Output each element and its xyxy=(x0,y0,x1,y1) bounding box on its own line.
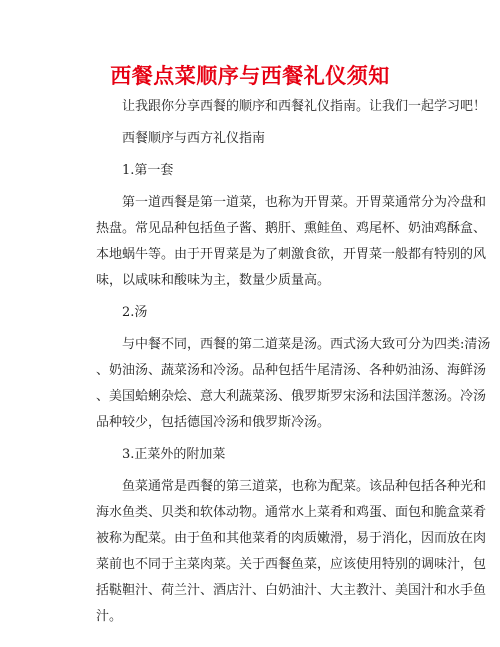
text-line: 热盘。常见品种包括鱼子酱、鹅肝、熏鲑鱼、鸡尾杯、奶油鸡酥盒、 xyxy=(96,221,487,236)
text-line: 本地蜗牛等。由于开胃菜是为了刺激食欲，开胃菜一般都有特别的风 xyxy=(96,247,487,262)
text-line: 与中餐不同，西餐的第二道菜是汤。西式汤大致可分为四类:清汤 xyxy=(122,337,491,352)
intro-paragraph xyxy=(96,94,487,120)
section-paragraph xyxy=(96,474,487,630)
text-line: 味，以咸味和酸味为主，数量少质量高。 xyxy=(96,273,331,288)
document-body xyxy=(96,94,491,630)
text-line: 括鞑靼汁、荷兰汁、酒店汁、白奶油汁、大主教汁、美国汁和水手鱼 xyxy=(96,583,487,598)
text-line: 2.汤 xyxy=(122,305,148,320)
text-line: 菜前也不同于主菜肉菜。关于西餐鱼菜，应该使用特别的调味汁，包 xyxy=(96,557,487,572)
text-line: 3.正菜外的附加菜 xyxy=(122,447,226,462)
text-line: 鱼菜通常是西餐的第三道菜，也称为配菜。该品种包括各种光和 xyxy=(122,479,487,494)
subtitle-paragraph xyxy=(96,126,416,152)
text-line: 被称为配菜。由于鱼和其他菜肴的肉质嫩滑，易于消化，因而放在肉 xyxy=(96,531,487,546)
section-heading xyxy=(96,158,416,184)
text-line: 、美国蛤蜊杂烩、意大利蔬菜汤、俄罗斯罗宋汤和法国洋葱汤。冷汤 xyxy=(96,389,487,404)
text-line: 品种较少，包括德国冷汤和俄罗斯冷汤。 xyxy=(96,415,331,430)
section-heading xyxy=(96,442,416,468)
section-paragraph xyxy=(96,190,487,294)
section-paragraph xyxy=(96,332,491,436)
text-line: 汁。 xyxy=(96,609,123,624)
text-line: 让我跟你分享西餐的顺序和西餐礼仪指南。让我们一起学习吧！ xyxy=(122,99,487,114)
section-heading xyxy=(96,300,416,326)
text-line: 1.第一套 xyxy=(122,163,174,178)
text-line: 海水鱼类、贝类和软体动物。通常水上菜肴和鸡蛋、面包和脆盒菜肴 xyxy=(96,505,487,520)
document-title: 西餐点菜顺序与西餐礼仪须知 xyxy=(110,64,390,88)
text-line: 第一道西餐是第一道菜，也称为开胃菜。开胃菜通常分为冷盘和 xyxy=(122,195,487,210)
text-line: 西餐顺序与西方礼仪指南 xyxy=(122,131,266,146)
text-line: 、奶油汤、蔬菜汤和冷汤。品种包括牛尾清汤、各种奶油汤、海鲜汤 xyxy=(96,363,487,378)
